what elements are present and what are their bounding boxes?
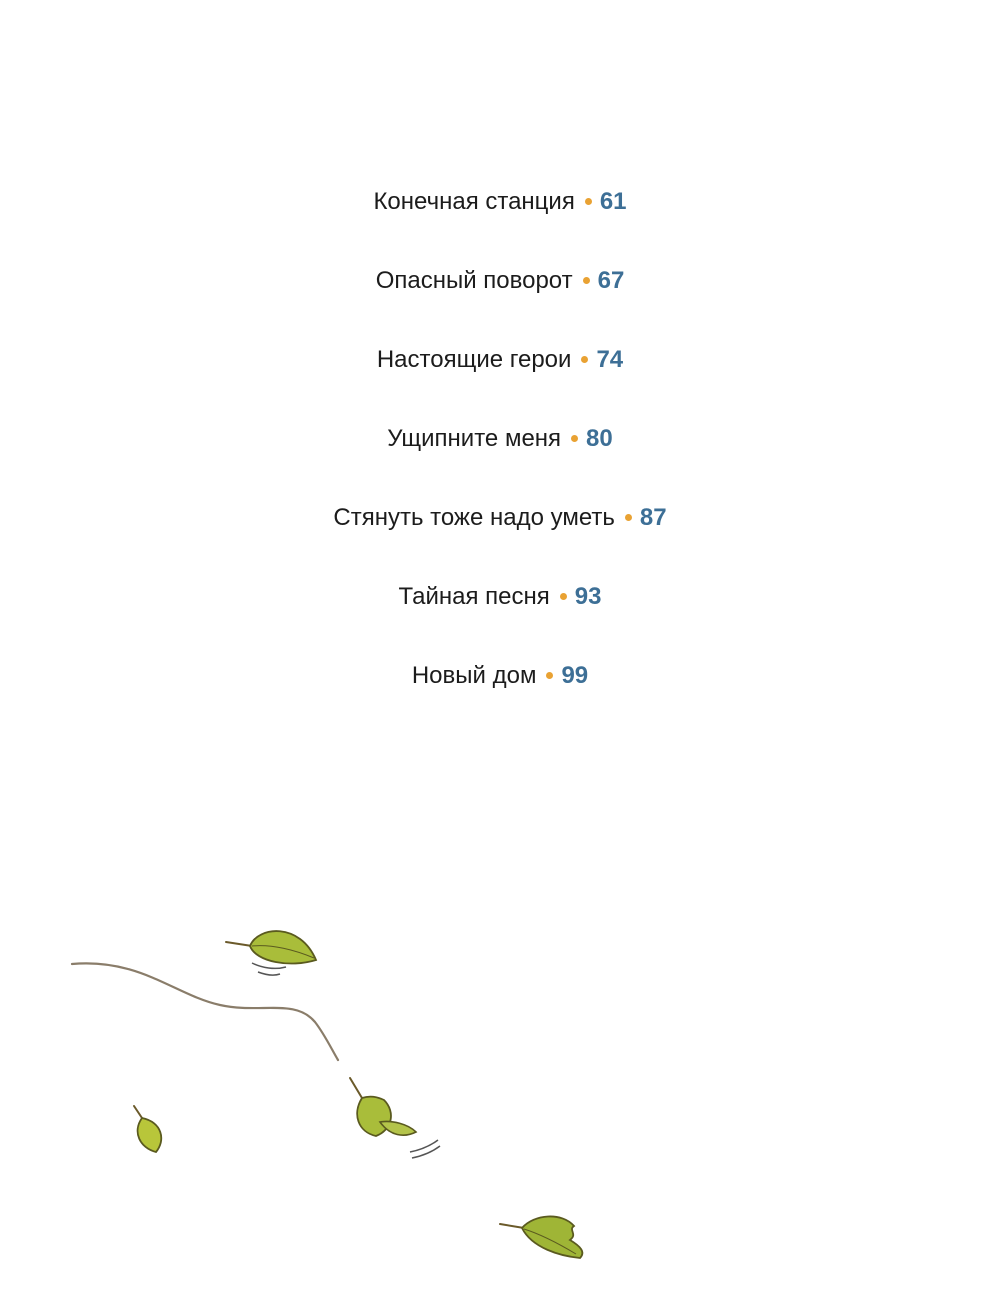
toc-entry-title: Стянуть тоже надо уметь <box>333 504 615 531</box>
separator-dot-icon <box>583 277 590 284</box>
toc-entry-title: Настоящие герои <box>376 346 572 373</box>
toc-entry-page: 93 <box>574 583 602 610</box>
falling-leaf-icon <box>226 931 316 975</box>
toc-entry-title: Новый дом <box>411 662 537 689</box>
falling-leaves-illustration <box>0 900 700 1296</box>
separator-dot-icon <box>571 435 578 442</box>
toc-entry-page: 67 <box>597 267 625 294</box>
toc-entry[interactable] <box>0 656 1000 735</box>
separator-dot-icon <box>560 593 567 600</box>
toc-entry[interactable] <box>0 261 1000 340</box>
toc-entry[interactable] <box>0 182 1000 261</box>
toc-entry[interactable] <box>0 577 1000 656</box>
falling-leaf-icon <box>500 1216 582 1258</box>
toc-entry[interactable] <box>0 419 1000 498</box>
toc-entry-page: 80 <box>586 425 613 452</box>
table-of-contents <box>0 182 1000 735</box>
separator-dot-icon <box>625 514 632 521</box>
separator-dot-icon <box>546 672 553 679</box>
toc-entry-title: Ущипните меня <box>387 425 562 452</box>
separator-dot-icon <box>581 356 588 363</box>
toc-entry-title: Опасный поворот <box>375 267 573 294</box>
toc-entry-page: 74 <box>596 346 624 373</box>
toc-entry-page: 87 <box>639 504 667 531</box>
toc-entry[interactable] <box>0 498 1000 577</box>
falling-leaf-icon <box>134 1106 161 1152</box>
toc-entry-page: 61 <box>599 188 627 215</box>
toc-entry[interactable] <box>0 340 1000 419</box>
separator-dot-icon <box>585 198 592 205</box>
toc-entry-page: 99 <box>561 662 589 689</box>
toc-entry-title: Конечная станция <box>373 188 575 215</box>
falling-leaf-icon <box>350 1078 440 1158</box>
wind-line-icon <box>72 963 338 1060</box>
toc-entry-title: Тайная песня <box>398 583 550 610</box>
